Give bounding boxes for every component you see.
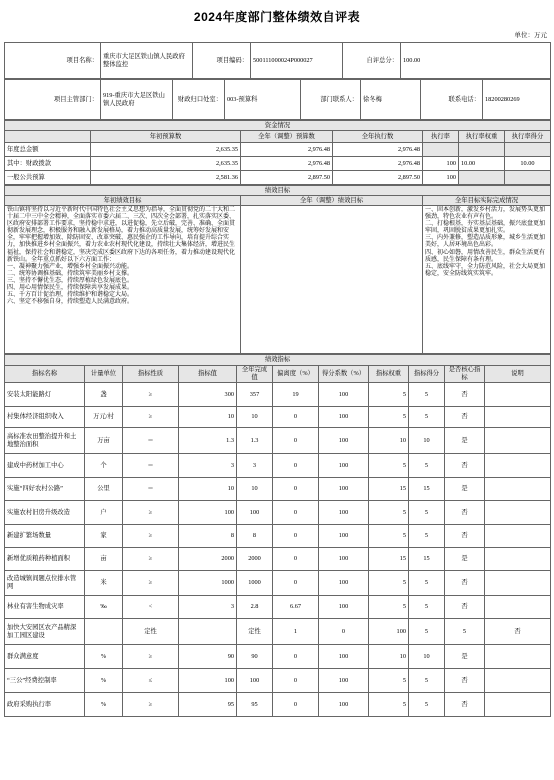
indicator-target: 3 bbox=[179, 454, 237, 478]
indicator-unit: 万亩 bbox=[85, 428, 123, 454]
indicator-row bbox=[5, 619, 551, 645]
indicator-unit: 公里 bbox=[85, 478, 123, 501]
indicator-coef: 100 bbox=[319, 596, 369, 619]
indicator-unit: 户 bbox=[85, 501, 123, 525]
indicator-header: 指标权重 bbox=[369, 366, 409, 383]
goals-table bbox=[4, 185, 551, 354]
indicator-name: 实施农村旧房升级改造 bbox=[5, 501, 85, 525]
indicator-coef: 100 bbox=[319, 571, 369, 596]
indicator-row bbox=[5, 693, 551, 717]
indicator-header: 计量单位 bbox=[85, 366, 123, 383]
indicator-actual: 90 bbox=[237, 645, 273, 669]
indicator-header: 得分系数（%） bbox=[319, 366, 369, 383]
indicator-name: 林业有害生物成灾率 bbox=[5, 596, 85, 619]
indicator-weight: 5 bbox=[369, 501, 409, 525]
indicator-score: 5 bbox=[409, 501, 445, 525]
indicator-weight: 100 bbox=[369, 619, 409, 645]
indicator-nature: ≥ bbox=[123, 548, 179, 571]
goals-section-title: 绩效目标 bbox=[5, 186, 551, 196]
indicator-nature: ≥ bbox=[123, 571, 179, 596]
contact-label: 部门联系人： bbox=[301, 80, 361, 120]
goals-header: 全年（调整）绩效目标 bbox=[241, 196, 423, 206]
indicator-coef: 100 bbox=[319, 407, 369, 428]
funds-corner bbox=[5, 131, 91, 143]
indicator-target: 10 bbox=[179, 478, 237, 501]
indicator-nature: ≥ bbox=[123, 407, 179, 428]
indicator-score: 10 bbox=[409, 428, 445, 454]
indicator-name: 建成中药材加工中心 bbox=[5, 454, 85, 478]
indicator-target: 100 bbox=[179, 501, 237, 525]
indicator-core: 否 bbox=[445, 693, 485, 717]
funds-cell: 2,976.48 bbox=[333, 157, 423, 171]
indicator-weight: 5 bbox=[369, 407, 409, 428]
indicator-header: 偏离度（%） bbox=[273, 366, 319, 383]
indicator-note bbox=[485, 669, 551, 693]
indicator-actual: 3 bbox=[237, 454, 273, 478]
funds-cell: 2,976.48 bbox=[241, 157, 333, 171]
dept-label: 项目主管部门： bbox=[5, 80, 101, 120]
indicator-row bbox=[5, 478, 551, 501]
indicator-note bbox=[485, 548, 551, 571]
unit-label: 单位：万元 bbox=[514, 32, 547, 39]
finance-label: 财政归口处室： bbox=[173, 80, 225, 120]
indicator-score: 5 bbox=[409, 619, 445, 645]
indicator-dev: 0 bbox=[273, 571, 319, 596]
indicator-row bbox=[5, 501, 551, 525]
indicator-nature: ≥ bbox=[123, 525, 179, 548]
indicator-core: 否 bbox=[445, 383, 485, 407]
indicator-core: 否 bbox=[445, 596, 485, 619]
info-table-2 bbox=[4, 79, 551, 120]
indicator-core: 否 bbox=[445, 669, 485, 693]
funds-header: 全年执行数 bbox=[333, 131, 423, 143]
indicator-note bbox=[485, 478, 551, 501]
indicator-score: 5 bbox=[409, 407, 445, 428]
indicator-target: 8 bbox=[179, 525, 237, 548]
indicator-coef: 100 bbox=[319, 383, 369, 407]
indicator-note bbox=[485, 428, 551, 454]
indicator-dev: 0 bbox=[273, 501, 319, 525]
page-title: 2024年度部门整体绩效自评表 bbox=[193, 10, 361, 24]
indicator-unit: 个 bbox=[85, 454, 123, 478]
indicator-nature: ＝ bbox=[123, 454, 179, 478]
indicator-header: 指标得分 bbox=[409, 366, 445, 383]
indicator-name: 实施“四好农村公路” bbox=[5, 478, 85, 501]
indicator-name: 安装太阳能路灯 bbox=[5, 383, 85, 407]
indicator-header: 说明 bbox=[485, 366, 551, 383]
indicator-actual: 8 bbox=[237, 525, 273, 548]
funds-cell bbox=[505, 171, 551, 185]
goals-header: 年初绩效目标 bbox=[5, 196, 241, 206]
indicator-note bbox=[485, 501, 551, 525]
indicator-unit: % bbox=[85, 693, 123, 717]
indicator-score: 5 bbox=[409, 693, 445, 717]
indicator-core: 是 bbox=[445, 645, 485, 669]
funds-cell: 100 bbox=[423, 171, 459, 185]
indicator-unit bbox=[85, 619, 123, 645]
indicator-weight: 5 bbox=[369, 596, 409, 619]
indicator-core: 否 bbox=[445, 525, 485, 548]
indicator-core: 否 bbox=[445, 407, 485, 428]
indicator-weight: 5 bbox=[369, 693, 409, 717]
indicator-score: 5 bbox=[409, 669, 445, 693]
indicator-dev: 0 bbox=[273, 454, 319, 478]
funds-cell bbox=[459, 171, 505, 185]
indicator-nature: < bbox=[123, 596, 179, 619]
indicator-target: 10 bbox=[179, 407, 237, 428]
indicator-core: 是 bbox=[445, 478, 485, 501]
indicator-note bbox=[485, 693, 551, 717]
indicator-score: 15 bbox=[409, 478, 445, 501]
indicator-note bbox=[485, 571, 551, 596]
funds-header: 执行率 bbox=[423, 131, 459, 143]
indicator-coef: 100 bbox=[319, 454, 369, 478]
indicator-actual: 1.3 bbox=[237, 428, 273, 454]
self-score-label: 自评总分： bbox=[343, 43, 401, 79]
indicator-dev: 0 bbox=[273, 693, 319, 717]
funds-header: 执行率权重 bbox=[459, 131, 505, 143]
indicator-unit: 万元/村 bbox=[85, 407, 123, 428]
indicator-dev: 0 bbox=[273, 548, 319, 571]
funds-row-label: 年度总金额 bbox=[5, 143, 91, 157]
indicator-weight: 15 bbox=[369, 548, 409, 571]
indicator-header: 指标性质 bbox=[123, 366, 179, 383]
indicator-weight: 15 bbox=[369, 478, 409, 501]
funds-cell: 2,897.50 bbox=[241, 171, 333, 185]
indicator-row bbox=[5, 407, 551, 428]
indicator-coef: 100 bbox=[319, 428, 369, 454]
indicator-core: 5 bbox=[445, 619, 485, 645]
actual-goal-text: 一、固本创新，激发乡村活力，发展势头更加强劲，特色农业有声有色。 二、打稳根基，夯实基层基础，振兴底盘更加牢固，巩固脱贫成果更加扎实。 三、内外兼修，塑造品质形象，城乡生活更加美好，人居环境出色出彩。 四、初心如磐，用情改善民生，群众生活更有质感，民生保障有条有理。 五、底线牢守，全力防范风险，社会大局更加稳定，安全防线筑实筑牢。 bbox=[423, 206, 551, 354]
indicator-core: 否 bbox=[445, 501, 485, 525]
indicator-target: 1000 bbox=[179, 571, 237, 596]
indicator-coef: 100 bbox=[319, 693, 369, 717]
indicator-coef: 100 bbox=[319, 548, 369, 571]
indicator-name: 群众满意度 bbox=[5, 645, 85, 669]
indicator-row bbox=[5, 428, 551, 454]
indicator-name: 村集体经济组织收入 bbox=[5, 407, 85, 428]
indicator-row bbox=[5, 548, 551, 571]
indicator-header: 全年完成值 bbox=[237, 366, 273, 383]
indicator-dev: 0 bbox=[273, 428, 319, 454]
funds-header: 执行率得分 bbox=[505, 131, 551, 143]
indicator-target: 3 bbox=[179, 596, 237, 619]
project-code: 500111000024P000027 bbox=[251, 43, 343, 79]
indicator-header: 指标值 bbox=[179, 366, 237, 383]
indicator-coef: 100 bbox=[319, 645, 369, 669]
indicator-coef: 100 bbox=[319, 478, 369, 501]
finance: 003-预算科 bbox=[225, 80, 301, 120]
funds-cell: 10.00 bbox=[459, 157, 505, 171]
phone: 18200280269 bbox=[483, 80, 551, 120]
indicator-unit: % bbox=[85, 645, 123, 669]
indicator-note bbox=[485, 407, 551, 428]
indicator-row bbox=[5, 645, 551, 669]
funds-cell bbox=[423, 143, 459, 157]
indicator-unit: 家 bbox=[85, 525, 123, 548]
indicator-target: 300 bbox=[179, 383, 237, 407]
indicator-target: 95 bbox=[179, 693, 237, 717]
indicator-nature: 定性 bbox=[123, 619, 179, 645]
indicator-dev: 19 bbox=[273, 383, 319, 407]
funds-table bbox=[4, 120, 551, 185]
indicator-dev: 0 bbox=[273, 525, 319, 548]
indicator-row bbox=[5, 571, 551, 596]
indicator-score: 5 bbox=[409, 383, 445, 407]
indicator-note bbox=[485, 383, 551, 407]
indicator-target: 2000 bbox=[179, 548, 237, 571]
indicator-weight: 5 bbox=[369, 525, 409, 548]
indicator-core: 否 bbox=[445, 571, 485, 596]
indicator-note bbox=[485, 645, 551, 669]
indicator-actual: 10 bbox=[237, 407, 273, 428]
indicator-weight: 5 bbox=[369, 571, 409, 596]
indicator-nature: ≥ bbox=[123, 693, 179, 717]
indicator-header: 指标名称 bbox=[5, 366, 85, 383]
indicator-actual: 2.8 bbox=[237, 596, 273, 619]
indicator-unit: 亩 bbox=[85, 548, 123, 571]
phone-label: 联系电话： bbox=[421, 80, 483, 120]
indicator-dev: 1 bbox=[273, 619, 319, 645]
funds-section-title: 资金情况 bbox=[5, 121, 551, 131]
funds-row-label: 其中：财政拨款 bbox=[5, 157, 91, 171]
indicators-section-title: 绩效指标 bbox=[5, 355, 551, 366]
indicator-header: 是否核心指标 bbox=[445, 366, 485, 383]
indicator-actual: 2000 bbox=[237, 548, 273, 571]
indicator-name: 新增优质粮药种植面积 bbox=[5, 548, 85, 571]
project-name-label: 项目名称： bbox=[5, 43, 101, 79]
indicator-target: 1.3 bbox=[179, 428, 237, 454]
indicator-name: 改造城镇间题点位排水管网 bbox=[5, 571, 85, 596]
indicator-score: 15 bbox=[409, 548, 445, 571]
indicator-name: 高标准农田整治提升和土地整治面积 bbox=[5, 428, 85, 454]
indicator-coef: 0 bbox=[319, 619, 369, 645]
indicator-unit: ‰ bbox=[85, 596, 123, 619]
indicator-unit: % bbox=[85, 669, 123, 693]
indicator-score: 10 bbox=[409, 645, 445, 669]
goals-header: 全年目标实际完成情况 bbox=[423, 196, 551, 206]
indicator-actual: 10 bbox=[237, 478, 273, 501]
project-name: 重庆市大足区铁山镇人民政府整体监控 bbox=[101, 43, 193, 79]
funds-cell: 2,976.48 bbox=[241, 143, 333, 157]
indicator-weight: 5 bbox=[369, 454, 409, 478]
indicator-name: 新建扩繁场数量 bbox=[5, 525, 85, 548]
indicator-name: 政府采购执行率 bbox=[5, 693, 85, 717]
indicator-actual: 357 bbox=[237, 383, 273, 407]
indicator-score: 5 bbox=[409, 596, 445, 619]
indicator-dev: 0 bbox=[273, 407, 319, 428]
indicator-nature: ≥ bbox=[123, 645, 179, 669]
indicator-core: 是 bbox=[445, 428, 485, 454]
indicator-actual: 100 bbox=[237, 669, 273, 693]
indicator-score: 5 bbox=[409, 454, 445, 478]
indicator-target: 100 bbox=[179, 669, 237, 693]
initial-goal-text: 铁山镇将坚持以习近平新时代中国特色社会主义思想为指导，全面贯彻党的二十大和二十届二中三中全会精神，全面落实市委六届二、三次、四次全会部署，扎实落实区委、区政府安排部署工作要求，坚持稳中求进，以进促稳，先立后破，完善、准确、全面贯彻新发展理念，积极服务和融入新发展格局，着力推动高质量发展，统筹好发展和安全，牢牢把握增加效、除防固安、改革突破、惠民强企的工作导向，培育提升综合实力，加快推进乡村全面振兴，着力农业农村现代化建设，持续壮大集体经济，增进民生福祉，保持社会和谐稳定，坚决完成区委区政府下达的各项任务，着力推动建设现代化新铁山。全年重点抓好以下六方面工作： 一、凝神聚力强产业，增强乡村全面振兴动能。 二、统筹协调推基础，持续筑牢美丽乡村支撑。 三、坚持不懈优生态，持续厚植绿色发展底色。 四、用心用情保民生，持续保障共享发展成果。 五、千方百计促治理，持续维护和谐稳定大局。 六、坚定不移强自身，持续塑造人民满意政府。 bbox=[5, 206, 241, 354]
indicator-row bbox=[5, 596, 551, 619]
funds-cell: 2,635.35 bbox=[91, 157, 241, 171]
indicator-name: “三公”经费控制率 bbox=[5, 669, 85, 693]
funds-header: 年初预算数 bbox=[91, 131, 241, 143]
self-eval-form bbox=[4, 0, 550, 717]
indicator-unit: 盏 bbox=[85, 383, 123, 407]
indicator-actual: 100 bbox=[237, 501, 273, 525]
info-table bbox=[4, 42, 551, 79]
indicator-name: 加快大安园区农产品精深加工园区建设 bbox=[5, 619, 85, 645]
funds-cell bbox=[459, 143, 505, 157]
indicator-actual: 定性 bbox=[237, 619, 273, 645]
funds-cell: 2,897.50 bbox=[333, 171, 423, 185]
self-score: 100.00 bbox=[401, 43, 551, 79]
indicator-weight: 10 bbox=[369, 645, 409, 669]
indicator-row bbox=[5, 454, 551, 478]
indicator-nature: ≤ bbox=[123, 669, 179, 693]
indicator-target: 90 bbox=[179, 645, 237, 669]
project-code-label: 项目编码： bbox=[193, 43, 251, 79]
indicator-row bbox=[5, 383, 551, 407]
indicator-dev: 0 bbox=[273, 478, 319, 501]
indicator-unit: 米 bbox=[85, 571, 123, 596]
funds-cell: 10.00 bbox=[505, 157, 551, 171]
indicator-nature: ＝ bbox=[123, 478, 179, 501]
indicator-nature: ≥ bbox=[123, 383, 179, 407]
indicator-dev: 0 bbox=[273, 669, 319, 693]
indicator-weight: 10 bbox=[369, 428, 409, 454]
indicator-note: 否 bbox=[485, 619, 551, 645]
indicator-note bbox=[485, 596, 551, 619]
indicator-core: 否 bbox=[445, 454, 485, 478]
indicator-weight: 5 bbox=[369, 383, 409, 407]
indicator-row bbox=[5, 525, 551, 548]
indicator-core: 是 bbox=[445, 548, 485, 571]
funds-cell: 2,635.35 bbox=[91, 143, 241, 157]
indicator-dev: 6.67 bbox=[273, 596, 319, 619]
indicator-nature: ≥ bbox=[123, 501, 179, 525]
indicator-actual: 1000 bbox=[237, 571, 273, 596]
funds-cell bbox=[505, 143, 551, 157]
funds-cell: 2,581.36 bbox=[91, 171, 241, 185]
indicator-score: 5 bbox=[409, 571, 445, 596]
contact: 徐冬梅 bbox=[361, 80, 421, 120]
funds-cell: 100 bbox=[423, 157, 459, 171]
indicator-weight: 5 bbox=[369, 669, 409, 693]
funds-header: 全年（调整）预算数 bbox=[241, 131, 333, 143]
adjusted-goal-text bbox=[241, 206, 423, 354]
funds-cell: 2,976.48 bbox=[333, 143, 423, 157]
funds-row-label: 一般公共预算 bbox=[5, 171, 91, 185]
indicator-row bbox=[5, 669, 551, 693]
indicator-nature: ＝ bbox=[123, 428, 179, 454]
indicators-table bbox=[4, 354, 551, 717]
indicator-coef: 100 bbox=[319, 501, 369, 525]
indicator-note bbox=[485, 454, 551, 478]
indicator-coef: 100 bbox=[319, 525, 369, 548]
dept: 919-重庆市大足区铁山镇人民政府 bbox=[101, 80, 173, 120]
indicator-note bbox=[485, 525, 551, 548]
indicator-coef: 100 bbox=[319, 669, 369, 693]
indicator-dev: 0 bbox=[273, 645, 319, 669]
indicator-score: 5 bbox=[409, 525, 445, 548]
indicator-actual: 95 bbox=[237, 693, 273, 717]
indicator-target bbox=[179, 619, 237, 645]
